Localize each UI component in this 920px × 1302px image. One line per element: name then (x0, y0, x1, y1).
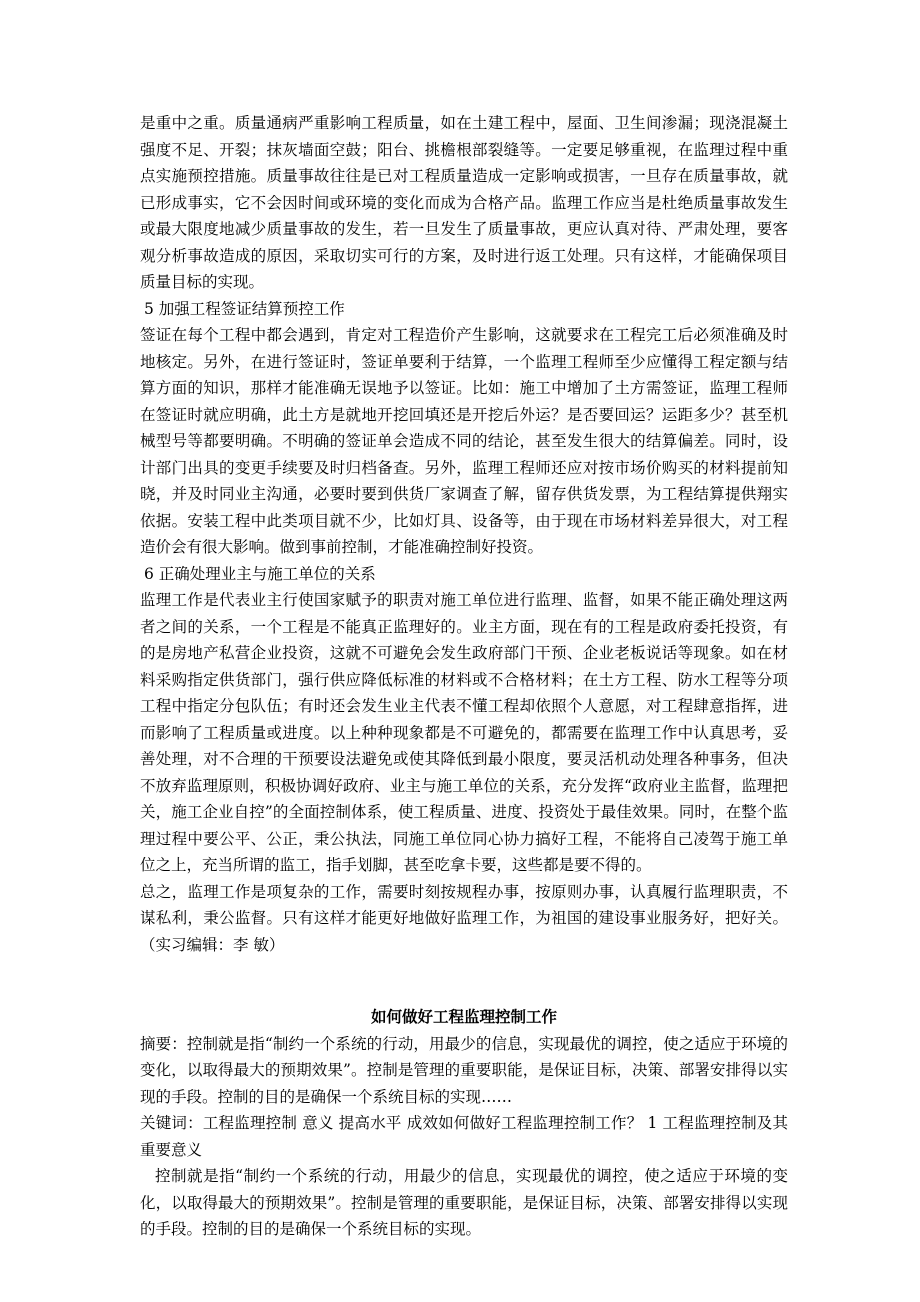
article-title: 如何做好工程监理控制工作 (370, 1008, 557, 1026)
section-6-heading: 6 正确处理业主与施工单位的关系 (144, 564, 376, 583)
section-5-paragraph: 签证在每个工程中都会遇到，肯定对工程造价产生影响，这就要求在工程完工后必须准确及时地核定。另外，在进行签证时，签证单要利于结算，一个监理工程师至少应懂得工程定额与结算方面的知识，那样才能准确无误地予以签证。比如：施工中增加了土方需签证，监理工程师在签证时就应明确，此土方是就地开挖回填还是开挖后外运？是否要回运？运距多少？甚至机械型号等都要明确。不明确的签证单会造成不同的结论，甚至发生很大的结算偏差。同时，设计部门出具的变更手续要及时归档备查。另外，监理工程师还应对按市场价购买的材料提前知晓，并及时同业主沟通，必要时要到供货厂家调查了解，留存供货发票，为工程结算提供翔实依据。安装工程中此类项目就不少，比如灯具、设备等，由于现在市场材料差异很大，对工程造价会有很大影响。做到事前控制，才能准确控制好投资。 (140, 326, 788, 556)
summary-paragraph: 总之，监理工作是项复杂的工作，需要时刻按规程办事，按原则办事，认真履行监理职责，不谋私利，秉公监督。只有这样才能更好地做好监理工作，为祖国的建设事业服务好，把好关。（实习编辑：李 敏） (140, 882, 788, 954)
section-5-heading: 5 加强工程签证结算预控工作 (144, 299, 345, 318)
control-definition-paragraph: 控制就是指“制约一个系统的行动，用最少的信息，实现最优的调控，使之适应于环境的变化，以取得最大的预期效果”。控制是管理的重要职能，是保证目标，决策、部署安排得以实现的手段。控制的目的是确保一个系统目标的实现。 (140, 1167, 788, 1238)
abstract-paragraph: 摘要：控制就是指“制约一个系统的行动，用最少的信息，实现最优的调控，使之适应于环境的变化，以取得最大的预期效果”。控制是管理的重要职能，是保证目标，决策、部署安排得以实现的手段。控制的目的是确保一个系统目标的实现…… (140, 1034, 788, 1106)
quality-paragraph: 是重中之重。质量通病严重影响工程质量，如在土建工程中，屋面、卫生间渗漏；现浇混凝土强度不足、开裂；抹灰墙面空鼓；阳台、挑檐根部裂缝等。一定要足够重视，在监理过程中重点实施预控措施。质量事故往往是已对工程质量造成一定影响或损害，一旦存在质量事故，就已形成事实，它不会因时间或环境的变化而成为合格产品。监理工作应当是杜绝质量事故发生或最大限度地减少质量事故的发生，若一旦发生了质量事故，更应认真对待、严肃处理，要客观分析事故造成的原因，采取切实可行的方案，及时进行返工处理。只有这样，才能确保项目质量目标的实现。 (140, 114, 788, 291)
document-page (140, 110, 788, 1243)
keywords-paragraph: 关键词：工程监理控制 意义 提高水平 成效如何做好工程监理控制工作？ 1 工程监理控制及其重要意义 (140, 1114, 788, 1159)
article-separator (140, 958, 788, 1004)
section-6-paragraph: 监理工作是代表业主行使国家赋予的职责对施工单位进行监理、监督，如果不能正确处理这两者之间的关系，一个工程是不能真正监理好的。业主方面，现在有的工程是政府委托投资，有的是房地产私营企业投资，这就不可避免会发生政府部门干预、企业老板说话等现象。如在材料采购指定供货部门，强行供应降低标准的材料或不合格材料；在土方工程、防水工程等分项工程中指定分包队伍；有时还会发生业主代表不懂工程却依照个人意愿，对工程肆意指挥，进而影响了工程质量或进度。以上种种现象都是不可避免的，都需要在监理工作中认真思考，妥善处理，对不合理的干预要设法避免或使其降低到最小限度，要灵活机动处理各种事务，但决不放弃监理原则，积极协调好政府、业主与施工单位的关系，充分发挥“政府业主监督，监理把关，施工企业自控”的全面控制体系，使工程质量、进度、投资处于最佳效果。同时，在整个监理过程中要公平、公正，秉公执法，同施工单位同心协力搞好工程，不能将自己凌驾于施工单位之上，充当所谓的监工，指手划脚，甚至吃拿卡要，这些都是要不得的。 (140, 591, 788, 874)
